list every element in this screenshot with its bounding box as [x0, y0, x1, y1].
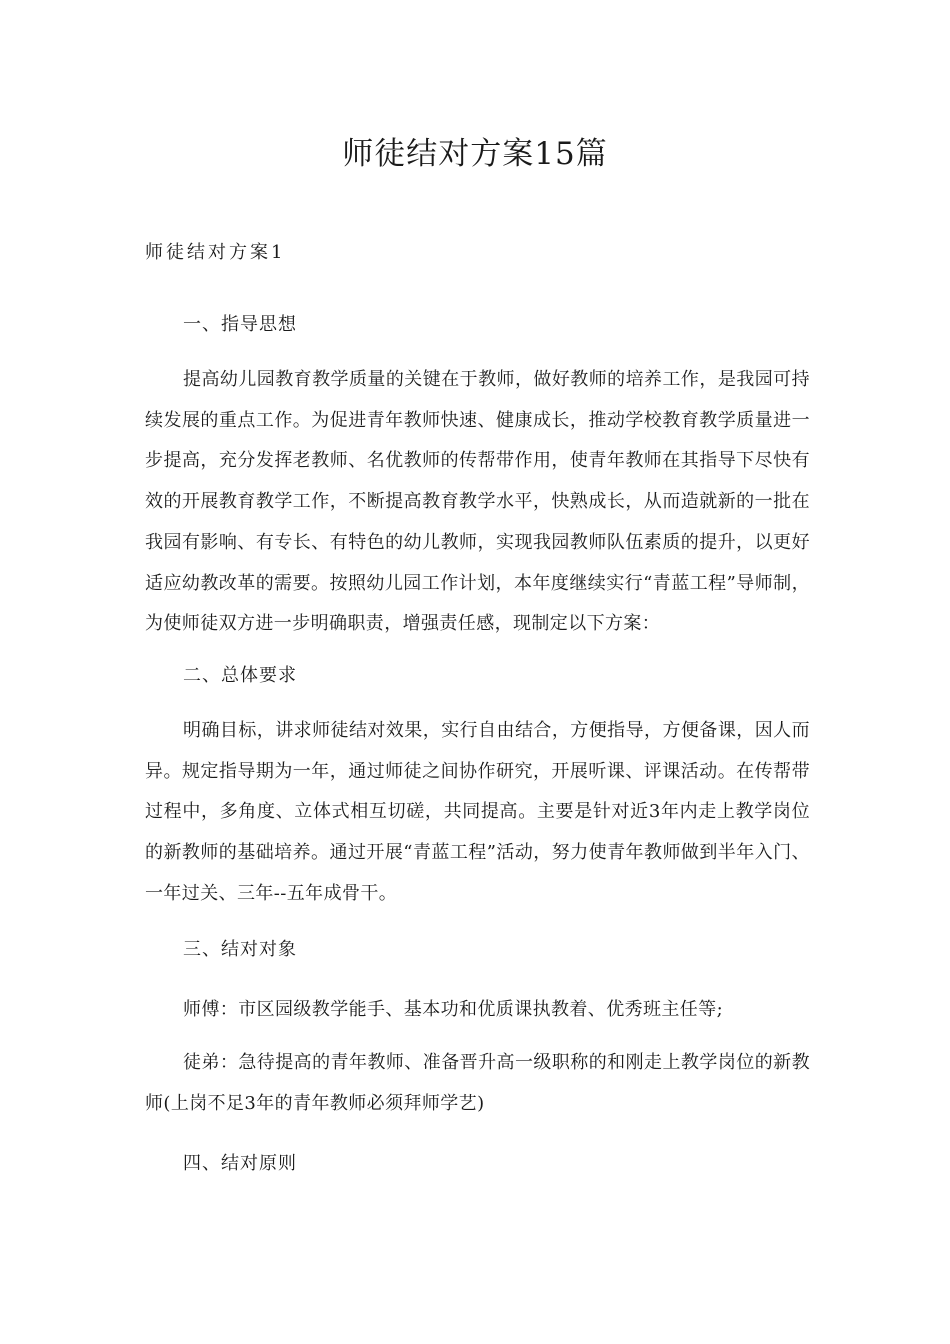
paragraph-master: 师傅：市区园级教学能手、基本功和优质课执教着、优秀班主任等; [183, 999, 724, 1020]
section-heading-guiding-thought: 一、指导思想 [183, 314, 297, 335]
paragraph-apprentice: 徒弟：急待提高的青年教师、准备晋升高一级职称的和刚走上教学岗位的新教师(上岗不足3年的青年教师必须拜师学艺) [145, 1052, 810, 1114]
section-subtitle: 师徒结对方案1 [145, 242, 286, 263]
section-heading-overall-requirements: 二、总体要求 [183, 665, 297, 686]
paragraph-overall-requirements: 明确目标，讲求师徒结对效果，实行自由结合，方便指导，方便备课，因人而异。规定指导期为一年，通过师徒之间协作研究，开展听课、评课活动。在传帮带过程中，多角度、立体式相互切磋，共同提高。主要是针对近3年内走上教学岗位的新教师的基础培养。通过开展“青蓝工程”活动，努力使青年教师做到半年入门、一年过关、三年--五年成骨干。 [145, 720, 810, 904]
section-heading-pairing-principles: 四、结对原则 [183, 1153, 297, 1174]
paragraph-guiding-thought: 提高幼儿园教育教学质量的关键在于教师，做好教师的培养工作，是我园可持续发展的重点工作。为促进青年教师快速、健康成长，推动学校教育教学质量进一步提高，充分发挥老教师、名优教师的传帮带作用，使青年教师在其指导下尽快有效的开展教育教学工作，不断提高教育教学水平，快熟成长，从而造就新的一批在我园有影响、有专长、有特色的幼儿教师，实现我园教师队伍素质的提升，以更好适应幼教改革的需要。按照幼儿园工作计划，本年度继续实行“青蓝工程”导师制，为使师徒双方进一步明确职责，增强责任感，现制定以下方案： [145, 369, 810, 635]
section-heading-pairing-targets: 三、结对对象 [183, 939, 297, 960]
document-title: 师徒结对方案15篇 [342, 136, 608, 172]
